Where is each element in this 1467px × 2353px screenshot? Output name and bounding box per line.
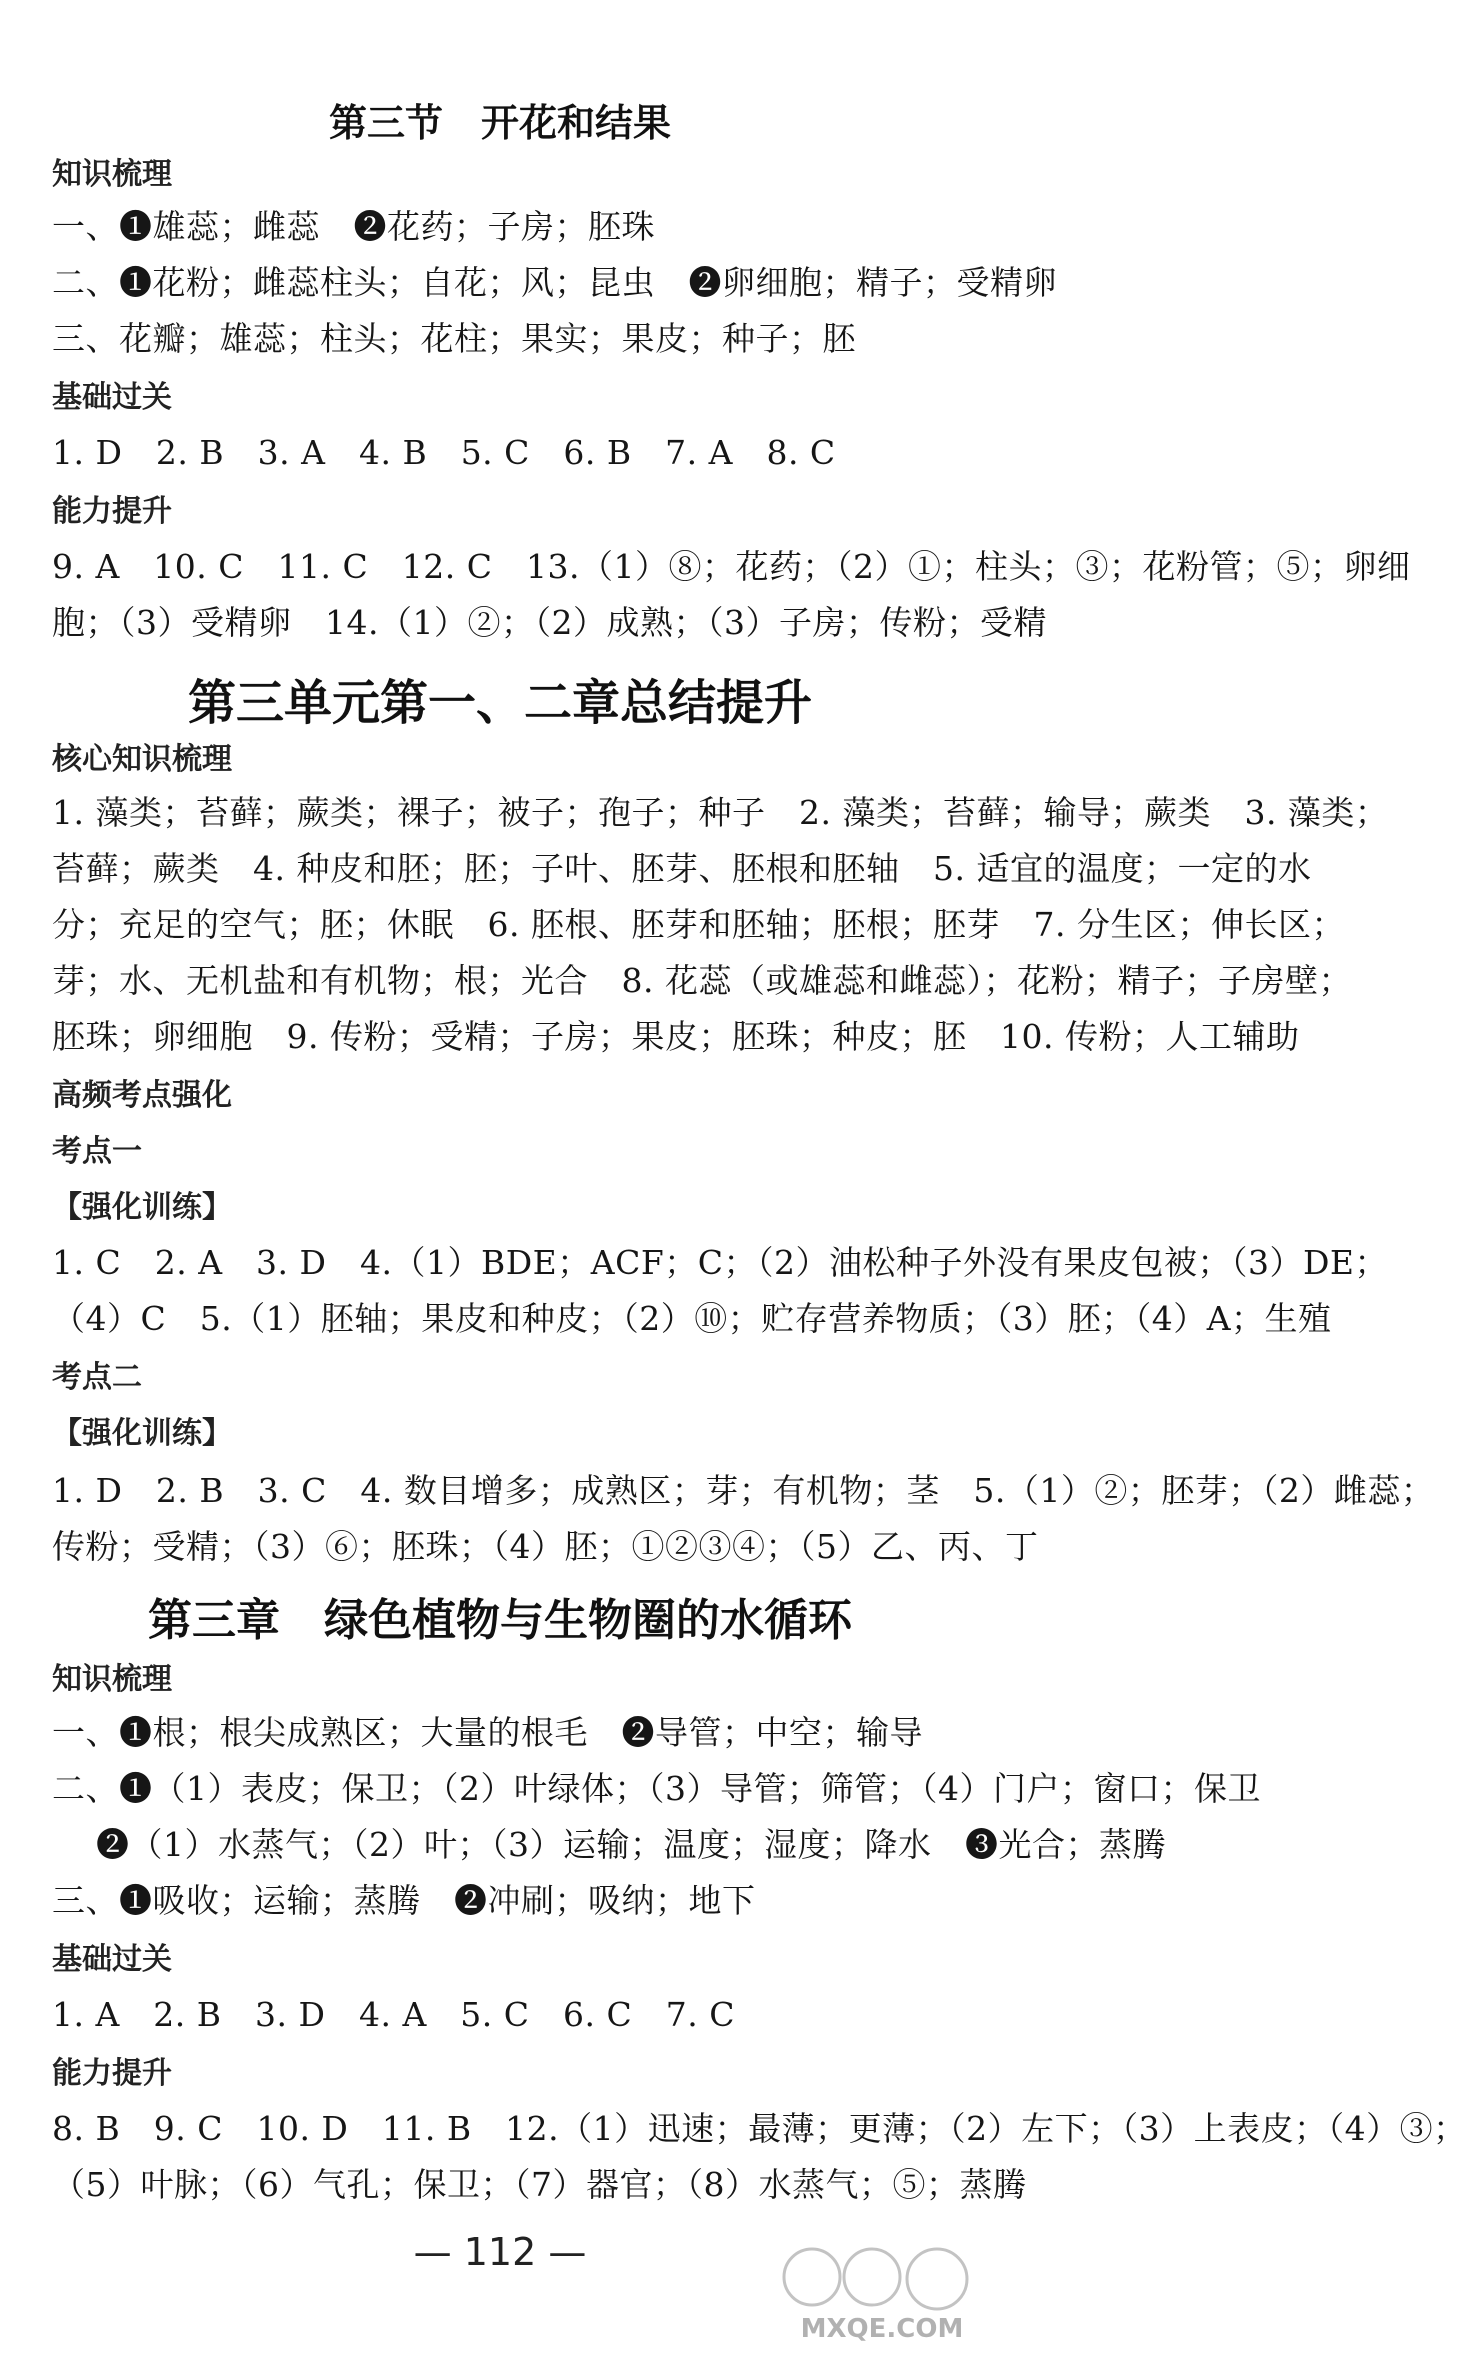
point1-line-2: （4）C 5.（1）胚轴；果皮和种皮；（2）⑩；贮存营养物质；（3）胚；（4）A；生殖	[52, 1299, 1332, 1338]
watermark-text: MXQE.COM	[800, 2314, 964, 2344]
heading-point-1: 考点一	[52, 1134, 142, 1169]
heading-point-2: 考点二	[52, 1360, 142, 1395]
heading-frequent: 高频考点强化	[52, 1078, 232, 1113]
heading-training-1: 【强化训练】	[52, 1190, 232, 1225]
heading-knowledge-2: 知识梳理	[52, 1662, 172, 1697]
knowledge2-line-4: 三、❶吸收；运输；蒸腾 ❷冲刷；吸纳；地下	[52, 1881, 756, 1920]
heading-ability-2: 能力提升	[52, 2056, 172, 2091]
heading-core: 核心知识梳理	[52, 742, 232, 777]
knowledge2-line-2: 二、❶（1）表皮；保卫；（2）叶绿体；（3）导管；筛管；（4）门户；窗口；保卫	[52, 1769, 1261, 1808]
knowledge-line-3: 三、花瓣；雄蕊；柱头；花柱；果实；果皮；种子；胚	[52, 319, 856, 358]
core-line-4: 芽；水、无机盐和有机物；根；光合 8. 花蕊（或雄蕊和雌蕊）；花粉；精子；子房壁；	[52, 961, 1352, 1000]
unit-summary-title: 第三单元第一、二章总结提升	[187, 675, 812, 731]
core-line-2: 苔藓；蕨类 4. 种皮和胚；胚；子叶、胚芽、胚根和胚轴 5. 适宜的温度；一定的水	[52, 849, 1312, 888]
heading-basic: 基础过关	[52, 380, 172, 415]
point2-line-2: 传粉；受精；（3）⑥；胚珠；（4）胚；①②③④；（5）乙、丙、丁	[52, 1527, 1039, 1566]
knowledge-line-1: 一、❶雄蕊；雌蕊 ❷花药；子房；胚珠	[52, 207, 655, 246]
point2-line-1: 1. D 2. B 3. C 4. 数目增多；成熟区；芽；有机物；茎 5.（1）②；胚芽；（2）雌蕊；	[52, 1471, 1435, 1510]
heading-training-2: 【强化训练】	[52, 1416, 232, 1451]
ability-line-1: 9. A 10. C 11. C 12. C 13.（1）⑧；花药；（2）①；柱头；③；花粉管；⑤；卵细	[52, 547, 1411, 586]
ability-line-2: 胞；（3）受精卵 14.（1）②；（2）成熟；（3）子房；传粉；受精	[52, 603, 1047, 642]
watermark-logo-icon	[772, 2237, 992, 2347]
section-title: 第三节 开花和结果	[328, 101, 671, 145]
core-line-5: 胚珠；卵细胞 9. 传粉；受精；子房；果皮；胚珠；种皮；胚 10. 传粉；人工辅助	[52, 1017, 1300, 1056]
heading-ability: 能力提升	[52, 494, 172, 529]
ability2-line-2: （5）叶脉；（6）气孔；保卫；（7）器官；（8）水蒸气；⑤；蒸腾	[52, 2165, 1027, 2204]
heading-basic-2: 基础过关	[52, 1942, 172, 1977]
ability2-line-1: 8. B 9. C 10. D 11. B 12.（1）迅速；最薄；更薄；（2）左下；（3）上表皮；（4）③；	[52, 2109, 1467, 2148]
core-line-1: 1. 藻类；苔藓；蕨类；裸子；被子；孢子；种子 2. 藻类；苔藓；输导；蕨类 3. 藻类；	[52, 793, 1389, 832]
page-number: — 112 —	[413, 2230, 587, 2274]
core-line-3: 分；充足的空气；胚；休眠 6. 胚根、胚芽和胚轴；胚根；胚芽 7. 分生区；伸长区；	[52, 905, 1345, 944]
basic2-answers: 1. A 2. B 3. D 4. A 5. C 6. C 7. C	[52, 1995, 735, 2034]
chapter3-title: 第三章 绿色植物与生物圈的水循环	[148, 1595, 852, 1646]
knowledge2-line-1: 一、❶根；根尖成熟区；大量的根毛 ❷导管；中空；输导	[52, 1713, 923, 1752]
basic-answers: 1. D 2. B 3. A 4. B 5. C 6. B 7. A 8. C	[52, 433, 836, 472]
knowledge2-line-3: ❷（1）水蒸气；（2）叶；（3）运输；温度；湿度；降水 ❸光合；蒸腾	[96, 1825, 1166, 1864]
knowledge-line-2: 二、❶花粉；雌蕊柱头；自花；风；昆虫 ❷卵细胞；精子；受精卵	[52, 263, 1057, 302]
heading-knowledge: 知识梳理	[52, 157, 172, 192]
point1-line-1: 1. C 2. A 3. D 4.（1）BDE；ACF；C；（2）油松种子外没有果皮包被；（3）DE；	[52, 1243, 1389, 1282]
